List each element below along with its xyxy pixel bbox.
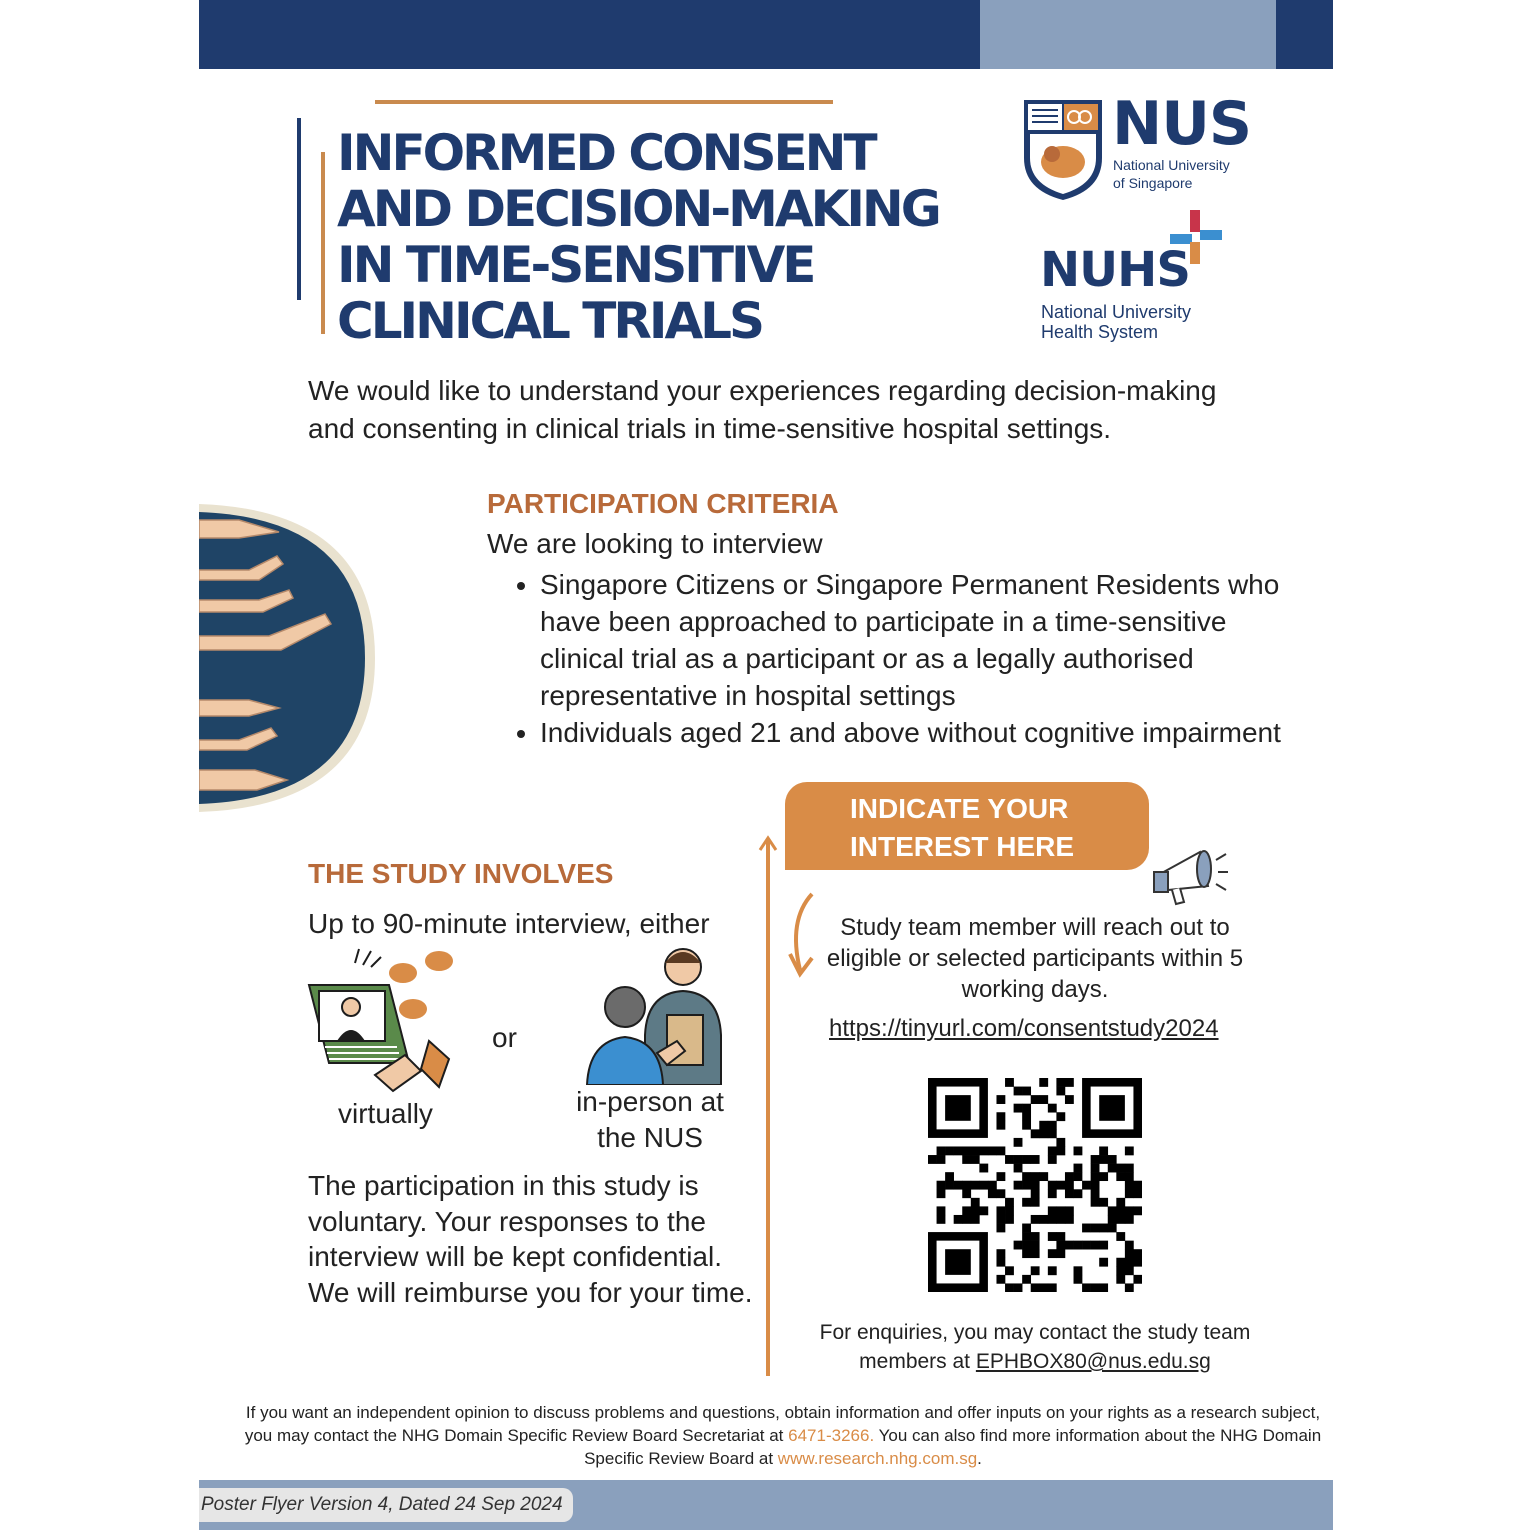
- reach-out-text: Study team member will reach out to eligible or selected participants within 5 working days.: [826, 914, 1244, 1003]
- criteria-heading: PARTICIPATION CRITERIA: [487, 488, 839, 519]
- enquiry-label: For enquiries, you may contact the study team members at: [819, 1321, 1251, 1373]
- criteria-item-age: • Individuals aged 21 and above without cognitive impairment: [540, 714, 1300, 751]
- title-line-1: INFORMED CONSENT: [337, 124, 875, 182]
- divider-arrow-line: [766, 840, 770, 1376]
- interest-callout-text: [850, 790, 1130, 866]
- nuhs-logo-subtitle: [1041, 302, 1191, 342]
- nuhs-sub-line-1: National University: [1041, 302, 1192, 322]
- interest-line-2: INTEREST HERE: [850, 831, 1075, 862]
- nuhs-logo-text: NUHS: [1040, 242, 1190, 298]
- nus-logo-text: NUS: [1112, 89, 1252, 159]
- criteria-intro: We are looking to interview: [487, 528, 823, 559]
- title-line-4: CLINICAL TRIALS: [337, 292, 763, 350]
- study-heading: THE STUDY INVOLVES: [308, 858, 614, 889]
- qr-code-icon[interactable]: [928, 1078, 1142, 1292]
- virtually-label: virtually: [338, 1098, 433, 1129]
- version-text: Poster Flyer Version 4, Dated 24 Sep 2024: [201, 1494, 563, 1515]
- criteria-item-citizens: • Singapore Citizens or Singapore Permanent Residents who have been approached to participate in a time-sensitive clinical trial as a participant or as a legally authorised representative in hospital settings: [540, 566, 1300, 714]
- title-line-2: AND DECISION-MAKING: [337, 180, 939, 238]
- disclaimer-website-link[interactable]: www.research.nhg.com.sg: [777, 1449, 978, 1468]
- inperson-line-1: in-person at: [576, 1086, 724, 1117]
- disclaimer-phone: 6471-3266.: [788, 1426, 875, 1445]
- title-rule-top: [375, 100, 833, 104]
- top-bar-navy-right: [1276, 0, 1333, 69]
- hands-illustration: [199, 500, 379, 816]
- study-interview-line: Up to 90-minute interview, either: [308, 908, 710, 939]
- nus-sub-line-1: National University: [1113, 157, 1230, 173]
- criteria-list: [506, 566, 1300, 751]
- nus-shield-icon: [1022, 98, 1104, 202]
- interest-link[interactable]: https://tinyurl.com/consentstudy2024: [829, 1015, 1219, 1042]
- enquiry-text: [790, 1318, 1280, 1376]
- inperson-line-2: the NUS: [597, 1122, 703, 1153]
- inperson-label: [560, 1084, 740, 1156]
- nus-sub-line-2: of Singapore: [1113, 175, 1193, 191]
- title-line-3: IN TIME-SENSITIVE: [337, 236, 814, 294]
- nuhs-sub-line-2: Health System: [1041, 322, 1159, 342]
- nus-logo-subtitle: [1113, 156, 1230, 192]
- top-bar-slate: [980, 0, 1276, 69]
- disclaimer: [240, 1401, 1326, 1470]
- top-bar-navy: [199, 0, 980, 69]
- intro-paragraph: We would like to understand your experiences regarding decision-making and consenting in clinical trials in time-sensitive hospital settings.: [308, 375, 1217, 444]
- interview-illustration: [585, 945, 725, 1085]
- arrow-up-icon: [758, 834, 778, 854]
- page-title: [337, 125, 977, 349]
- disclaimer-part-2: You can also find more information about the NHG Domain Specific Review Board at: [584, 1426, 1322, 1468]
- disclaimer-part-1: If you want an independent opinion to discuss problems and questions, obtain information and offer inputs on your rights as a research subject, you may contact the NHG Domain Specific Review Board Secretariat at: [244, 1403, 1321, 1445]
- enquiry-email-link[interactable]: EPHBOX80@nus.edu.sg: [975, 1350, 1211, 1373]
- title-rule-left-orange: [321, 152, 325, 334]
- laptop-call-illustration: [305, 945, 465, 1095]
- curved-arrow-icon: [782, 890, 822, 982]
- voluntary-paragraph: The participation in this study is voluntary. Your responses to the interview will be kept confidential. We will reimburse you for your time.: [308, 1170, 753, 1308]
- megaphone-icon: [1150, 840, 1230, 910]
- or-text: or: [492, 1022, 517, 1053]
- interest-line-1: INDICATE YOUR: [850, 793, 1069, 824]
- disclaimer-end: .: [977, 1449, 982, 1468]
- title-rule-left-navy: [297, 118, 301, 300]
